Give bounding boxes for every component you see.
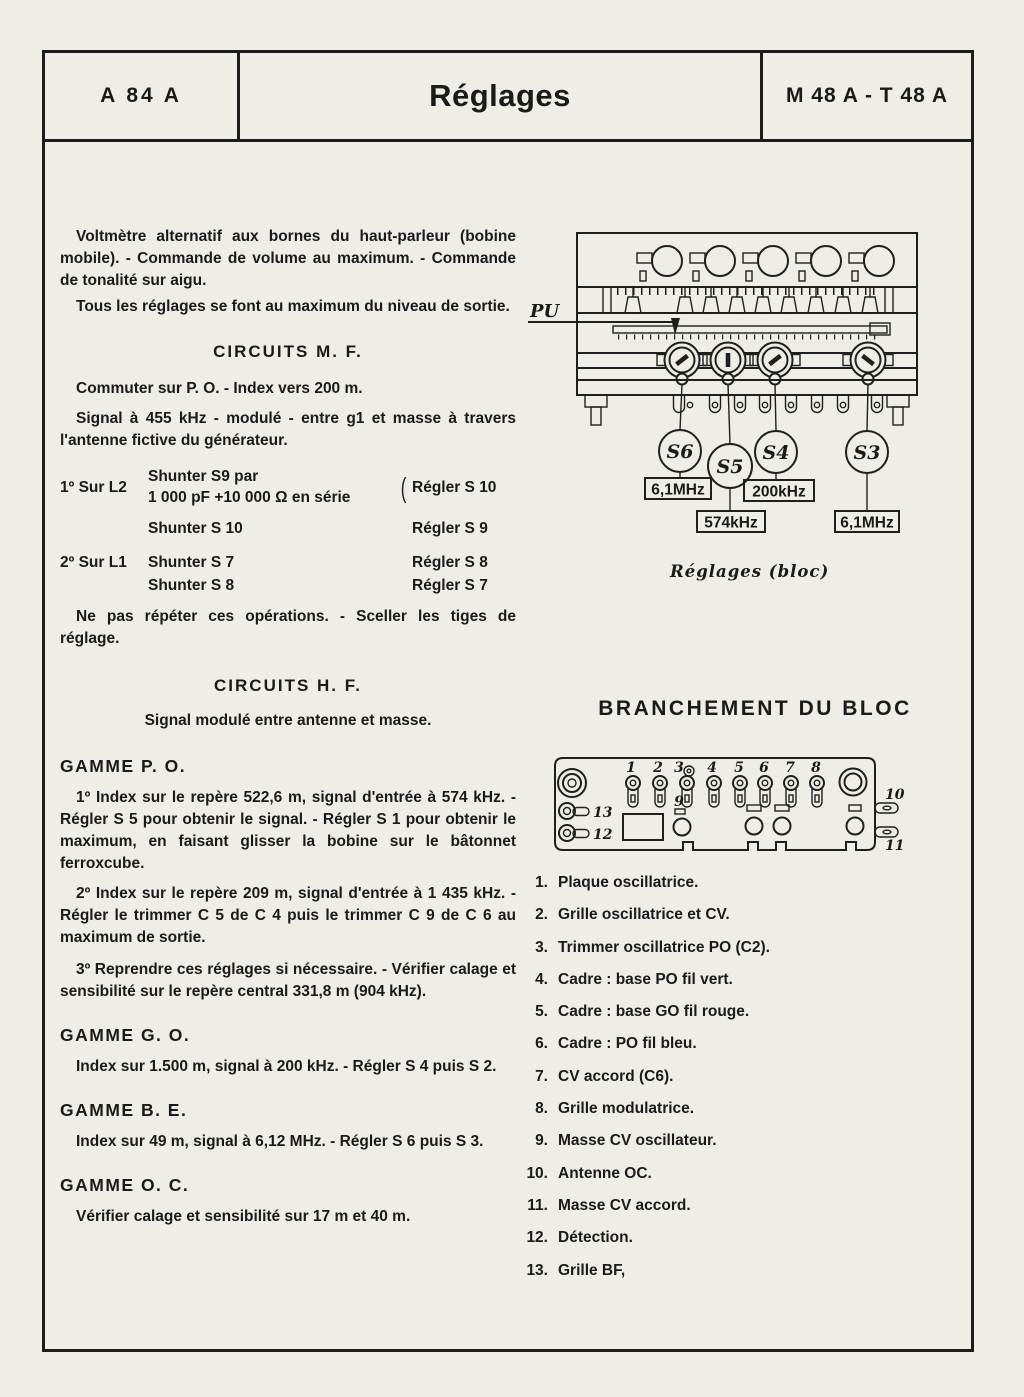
terminal-5-label: 5	[734, 760, 744, 776]
gamme-po-paragraph-1: 1º Index sur le repère 522,6 m, signal d'entrée à 574 kHz. - Régler S 5 pour obtenir le signal. - Régler S 1 pour obtenir le maximum, en faisant glisser la bobine sur le bâtonnet ferroxcube.	[60, 789, 516, 872]
gamme-po-paragraph-3: 3º Reprendre ces réglages si nécessaire. - Vérifier calage et sensibilité sur le repère central 331,8 m (904 kHz).	[60, 961, 516, 1000]
chassis-holes	[674, 794, 864, 836]
header-model-left: A 84 A	[45, 53, 240, 139]
freq-s3: 6,1MHz	[840, 514, 894, 532]
legend-gap	[548, 1227, 558, 1259]
legend-item	[512, 937, 972, 969]
legend-text: Antenne OC.	[558, 1164, 652, 1182]
freq-s6: 6,1MHz	[651, 481, 705, 499]
chassis-bottom	[577, 380, 917, 425]
intro-paragraph-2: Tous les réglages se font au maximum du niveau de sortie.	[76, 298, 510, 315]
legend-gap	[548, 1033, 558, 1065]
screw-label-s5: S5	[716, 456, 744, 478]
legend-item	[512, 1260, 972, 1292]
legend-gap	[548, 1195, 558, 1227]
legend-item	[512, 1130, 972, 1162]
mf-action: Shunter S 7	[148, 554, 235, 571]
hf-paragraph-1: Signal modulé entre antenne et masse.	[144, 712, 432, 729]
legend-gap	[548, 937, 558, 969]
legend-num: 9.	[535, 1132, 548, 1150]
mf-action: Shunter S 10	[148, 520, 243, 537]
terminal-2-label: 2	[653, 760, 663, 776]
legend-gap	[548, 904, 558, 936]
mf-action: Shunter S 8	[148, 577, 235, 594]
terminal-4-label: 4	[707, 760, 717, 776]
legend-num: 5.	[535, 1003, 548, 1021]
gamme-go-title: GAMME G. O.	[60, 1025, 191, 1045]
mf-result: Régler S 7	[412, 577, 488, 594]
section-title-circuits-hf: CIRCUITS H. F.	[214, 676, 362, 695]
screw-label-s3: S3	[853, 442, 881, 464]
left-mount-hole	[558, 769, 586, 797]
mf-paragraph-1: Commuter sur P. O. - Index vers 200 m.	[76, 380, 363, 397]
mf-table-row-4	[60, 575, 516, 596]
mf-action-line-2: 1 000 pF +10 000 Ω en série	[148, 489, 351, 506]
pu-label: PU	[530, 301, 560, 322]
mf-note: Ne pas répéter ces opérations. - Sceller les tiges de réglage.	[60, 608, 516, 647]
mf-step: 1º Sur L2	[60, 478, 127, 496]
legend-text: Grille BF,	[558, 1261, 626, 1279]
legend-gap	[548, 1163, 558, 1195]
legend-num: 12.	[526, 1229, 548, 1247]
intro-paragraph-1: Voltmètre alternatif aux bornes du haut-parleur (bobine mobile). - Commande de volume au maximum. - Commande de tonalité sur aigu.	[60, 228, 516, 289]
legend-item	[512, 1066, 972, 1098]
mf-table-row-3	[60, 552, 516, 573]
legend-text: Détection.	[558, 1229, 633, 1247]
legend-num: 8.	[535, 1100, 548, 1118]
mf-action	[148, 466, 398, 508]
mf-paragraph-2: Signal à 455 kHz - modulé - entre g1 et masse à travers l'antenne fictive du générateur.	[60, 410, 516, 449]
mf-step	[60, 575, 148, 596]
terminal-7-label: 7	[785, 760, 795, 776]
brace-icon: (	[400, 471, 407, 503]
gamme-go-paragraph-1: Index sur 1.500 m, signal à 200 kHz. - Régler S 4 puis S 2.	[76, 1058, 497, 1075]
terminal-9-label: 9	[674, 794, 684, 810]
gamme-be-title: GAMME B. E.	[60, 1100, 188, 1120]
legend-item	[512, 1033, 972, 1065]
page-header	[45, 53, 971, 142]
legend-text: Grille modulatrice.	[558, 1100, 695, 1118]
legend-num: 13.	[526, 1261, 548, 1279]
mf-step	[60, 518, 148, 539]
legend-item	[512, 1001, 972, 1033]
screw-leader-lines	[680, 384, 868, 444]
legend-num: 7.	[535, 1067, 548, 1085]
legend-text: Masse CV accord.	[558, 1196, 691, 1214]
mf-table-row-2	[60, 518, 516, 539]
mf-spacer	[398, 518, 412, 539]
bloc-caption: Réglages (bloc)	[670, 562, 830, 581]
terminal-3-label: 3	[674, 760, 684, 776]
mf-step: 2º Sur L1	[60, 554, 127, 571]
page-title: Réglages	[429, 78, 571, 113]
mf-result: Régler S 9	[412, 520, 488, 537]
top-terminals	[626, 760, 824, 807]
terminal-block-diagram	[543, 746, 953, 871]
mf-table-row-1	[60, 466, 516, 508]
legend-item	[512, 872, 972, 904]
legend-gap	[548, 1260, 558, 1292]
screw-label-s4: S4	[762, 442, 790, 464]
right-mount-nut	[840, 769, 867, 796]
left-column	[60, 226, 516, 1228]
terminal-10-label: 10	[885, 787, 905, 803]
legend-text: Cadre : base GO fil rouge.	[558, 1003, 750, 1021]
legend-gap	[548, 1001, 558, 1033]
gamme-po-paragraph-2: 2º Index sur le repère 209 m, signal d'entrée à 1 435 kHz. - Régler le trimmer C 5 de C 4 puis le trimmer C 9 de C 6 au maximum de sortie.	[60, 885, 516, 946]
terminal-8-label: 8	[811, 760, 821, 776]
bloc-adjustment-diagram	[525, 225, 985, 590]
legend-item	[512, 1163, 972, 1195]
cutout-rect	[623, 814, 663, 840]
gamme-oc-title: GAMME O. C.	[60, 1175, 190, 1195]
legend-gap	[548, 1066, 558, 1098]
terminal-6-label: 6	[759, 760, 769, 776]
legend-item	[512, 904, 972, 936]
freq-s5: 574kHz	[704, 514, 758, 532]
legend-text: Masse CV oscillateur.	[558, 1132, 717, 1150]
legend-text: Trimmer oscillatrice PO (C2).	[558, 938, 770, 956]
legend-text: Plaque oscillatrice.	[558, 874, 699, 891]
legend-text: Cadre : base PO fil vert.	[558, 970, 733, 988]
terminal-12-label: 12	[593, 827, 613, 843]
mf-spacer	[398, 552, 412, 573]
header-model-right: M 48 A - T 48 A	[760, 53, 971, 139]
freq-s4: 200kHz	[752, 483, 806, 501]
legend-gap	[548, 872, 558, 904]
gamme-oc-paragraph-1: Vérifier calage et sensibilité sur 17 m et 40 m.	[76, 1208, 411, 1225]
mf-spacer	[398, 575, 412, 596]
legend-gap	[548, 1130, 558, 1162]
legend-text: Cadre : PO fil bleu.	[558, 1035, 697, 1053]
mf-result: Régler S 10	[412, 478, 497, 496]
section-title-circuits-mf: CIRCUITS M. F.	[213, 342, 363, 361]
terminal-1-label: 1	[626, 760, 636, 776]
terminal-11-label: 11	[885, 838, 905, 854]
legend-item	[512, 969, 972, 1001]
terminal-13-label: 13	[593, 805, 613, 821]
legend-gap	[548, 1098, 558, 1130]
eyelet-terminals	[559, 803, 613, 843]
tube-sockets	[637, 246, 894, 281]
legend-num: 11.	[527, 1196, 548, 1214]
branchement-title: BRANCHEMENT DU BLOC	[598, 697, 912, 720]
legend-item	[512, 1195, 972, 1227]
legend-item	[512, 1227, 972, 1259]
screw-label-s6: S6	[666, 441, 694, 463]
legend-text: CV accord (C6).	[558, 1067, 674, 1085]
legend-num: 6.	[535, 1035, 548, 1053]
legend-item	[512, 1098, 972, 1130]
gamme-po-title: GAMME P. O.	[60, 756, 187, 776]
mf-result: Régler S 8	[412, 554, 488, 571]
side-lugs	[875, 787, 905, 854]
legend-text: Grille oscillatrice et CV.	[558, 906, 730, 924]
legend-num: 1.	[535, 874, 548, 891]
legend-num: 10.	[526, 1164, 548, 1182]
legend-num: 3.	[535, 938, 548, 956]
gamme-be-paragraph-1: Index sur 49 m, signal à 6,12 MHz. - Régler S 6 puis S 3.	[76, 1133, 484, 1150]
branchement-legend	[512, 872, 972, 1292]
legend-num: 4.	[535, 970, 548, 988]
legend-gap	[548, 969, 558, 1001]
adjustment-screws	[577, 343, 917, 385]
legend-num: 2.	[535, 906, 548, 924]
connector-band	[577, 287, 917, 313]
screw-labels	[645, 430, 899, 532]
mf-action-line-1: Shunter S9 par	[148, 468, 259, 485]
